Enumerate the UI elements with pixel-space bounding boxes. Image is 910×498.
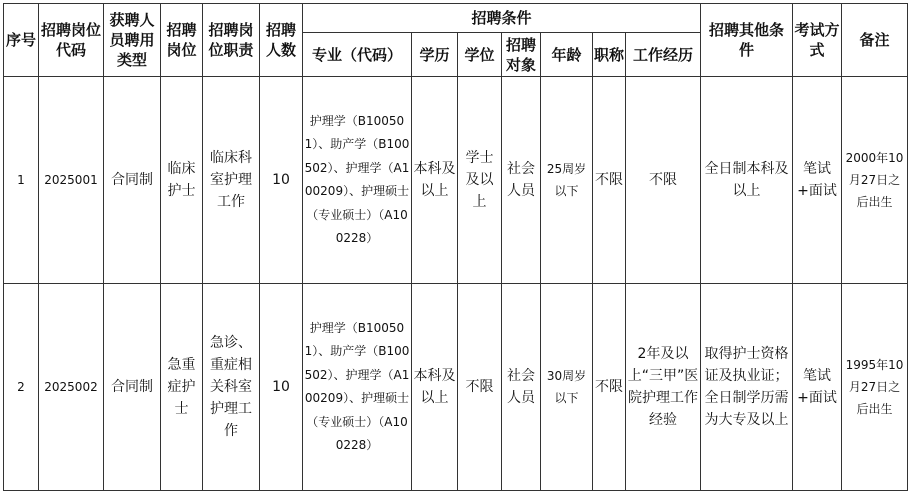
header-edu: 学历 xyxy=(412,33,458,77)
cell-exam: 笔试+面试 xyxy=(793,77,842,284)
cell-target: 社会人员 xyxy=(502,77,541,284)
recruitment-table xyxy=(3,3,908,491)
cell-post: 急重症护士 xyxy=(161,284,203,491)
cell-major: 护理学（B100501）、助产学（B100502）、护理学（A100209）、护理硕士（专业硕士）（A100228） xyxy=(303,284,412,491)
cell-count: 10 xyxy=(260,77,303,284)
cell-title: 不限 xyxy=(593,77,626,284)
table-row xyxy=(4,284,908,491)
cell-type: 合同制 xyxy=(104,284,161,491)
cell-target: 社会人员 xyxy=(502,284,541,491)
header-remark: 备注 xyxy=(842,4,908,77)
header-age: 年龄 xyxy=(541,33,593,77)
cell-major: 护理学（B100501）、助产学（B100502）、护理学（A100209）、护理硕士（专业硕士）（A100228） xyxy=(303,77,412,284)
cell-type: 合同制 xyxy=(104,77,161,284)
cell-seq: 1 xyxy=(4,77,39,284)
cell-age: 30周岁以下 xyxy=(541,284,593,491)
header-experience: 工作经历 xyxy=(626,33,701,77)
cell-degree: 不限 xyxy=(458,284,502,491)
cell-other: 全日制本科及以上 xyxy=(701,77,793,284)
cell-duty: 临床科室护理工作 xyxy=(203,77,260,284)
cell-code: 2025002 xyxy=(39,284,104,491)
header-post: 招聘岗位 xyxy=(161,4,203,77)
header-seq: 序号 xyxy=(4,4,39,77)
cell-edu: 本科及以上 xyxy=(412,284,458,491)
cell-other: 取得护士资格证及执业证；全日制学历需为大专及以上 xyxy=(701,284,793,491)
cell-exam: 笔试+面试 xyxy=(793,284,842,491)
cell-remark: 2000年10月27日之后出生 xyxy=(842,77,908,284)
cell-duty: 急诊、重症相关科室护理工作 xyxy=(203,284,260,491)
cell-edu: 本科及以上 xyxy=(412,77,458,284)
header-type: 获聘人员聘用类型 xyxy=(104,4,161,77)
cell-experience: 不限 xyxy=(626,77,701,284)
cell-degree: 学士及以上 xyxy=(458,77,502,284)
header-duty: 招聘岗位职责 xyxy=(203,4,260,77)
cell-seq: 2 xyxy=(4,284,39,491)
cell-remark: 1995年10月27日之后出生 xyxy=(842,284,908,491)
cell-title: 不限 xyxy=(593,284,626,491)
cell-age: 25周岁以下 xyxy=(541,77,593,284)
header-exam: 考试方式 xyxy=(793,4,842,77)
header-title: 职称 xyxy=(593,33,626,77)
cell-count: 10 xyxy=(260,284,303,491)
header-major: 专业（代码） xyxy=(303,33,412,77)
table-row xyxy=(4,77,908,284)
header-code: 招聘岗位代码 xyxy=(39,4,104,77)
cell-experience: 2年及以上“三甲”医院护理工作经验 xyxy=(626,284,701,491)
header-count: 招聘人数 xyxy=(260,4,303,77)
cell-code: 2025001 xyxy=(39,77,104,284)
cell-post: 临床护士 xyxy=(161,77,203,284)
header-degree: 学位 xyxy=(458,33,502,77)
header-conditions: 招聘条件 xyxy=(303,4,701,33)
header-other: 招聘其他条件 xyxy=(701,4,793,77)
header-target: 招聘对象 xyxy=(502,33,541,77)
